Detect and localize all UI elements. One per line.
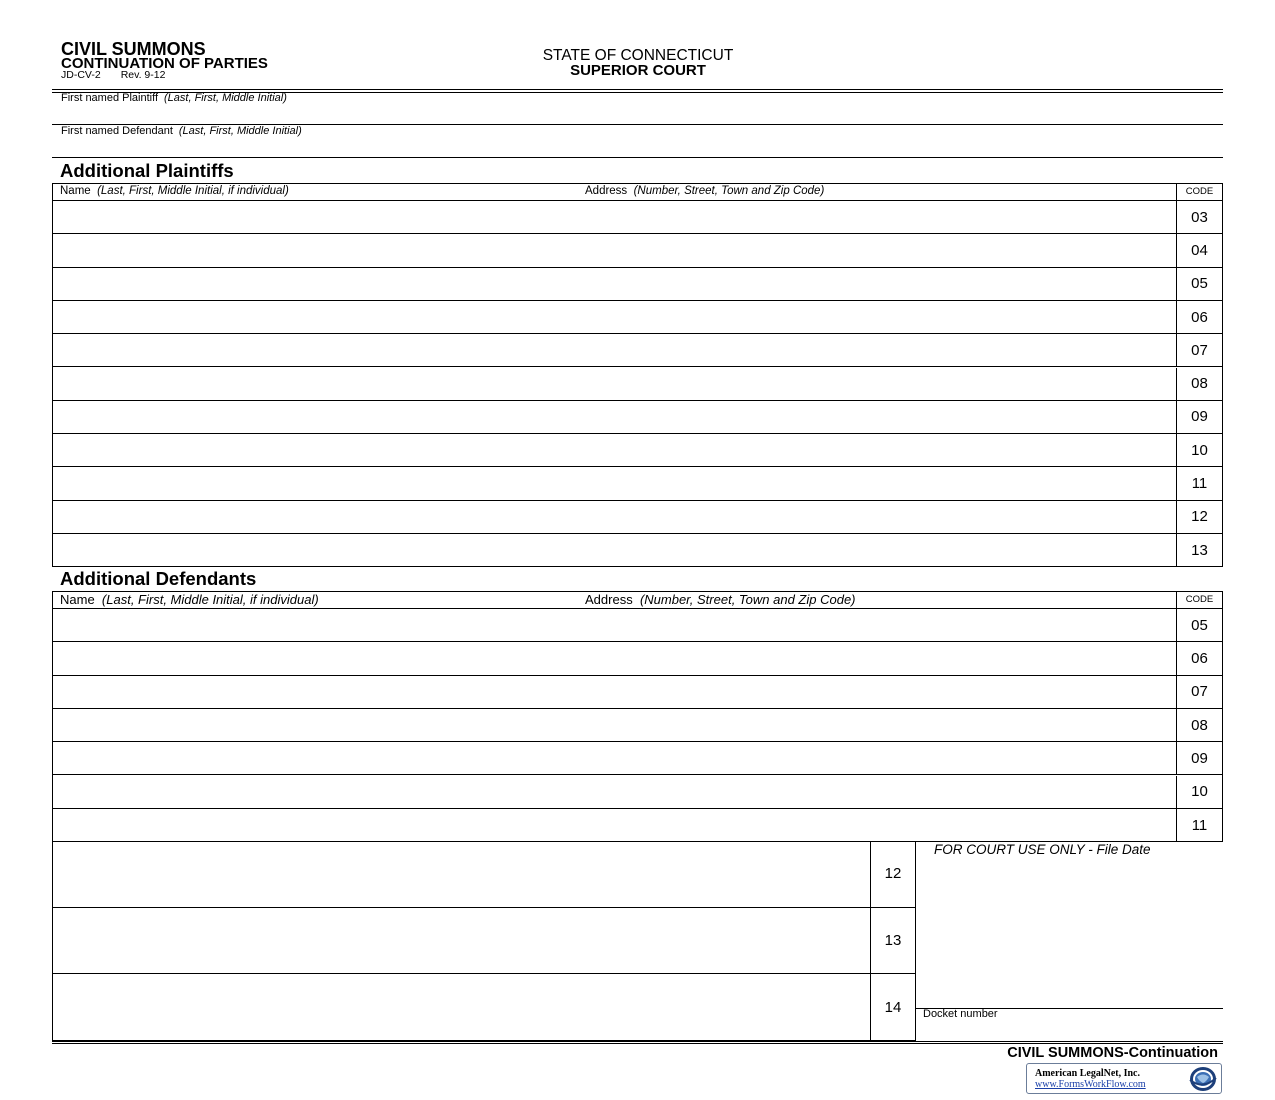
court-use-label: FOR COURT USE ONLY - File Date	[934, 842, 1151, 857]
divider	[52, 157, 1223, 158]
defendant-code: 13	[870, 908, 916, 974]
defendant-code: 14	[870, 974, 916, 1040]
defendant-code: 11	[1176, 809, 1222, 842]
form-number: JD-CV-2	[61, 69, 101, 81]
defendant-row	[53, 776, 1222, 809]
name-header-label: Name	[60, 185, 91, 197]
plaintiff-row	[53, 401, 1222, 434]
footer-title: CIVIL SUMMONS-Continuation	[1007, 1045, 1218, 1061]
first-plaintiff-field[interactable]	[52, 104, 1223, 124]
name-header-label: Name	[60, 592, 95, 607]
plaintiff-row	[53, 268, 1222, 301]
address-header-hint: (Number, Street, Town and Zip Code)	[633, 185, 825, 197]
plaintiffs-name-header	[60, 185, 289, 197]
docket-number-field[interactable]	[916, 1020, 1222, 1040]
plaintiff-name-address-field[interactable]	[53, 301, 1176, 333]
plaintiff-row	[53, 534, 1222, 567]
first-plaintiff-hint: (Last, First, Middle Initial)	[164, 92, 287, 104]
globe-icon	[1184, 1066, 1218, 1092]
defendant-row	[53, 609, 1222, 642]
form-title: CIVIL SUMMONS	[61, 39, 206, 59]
defendant-row	[53, 742, 1222, 775]
plaintiff-code: 03	[1176, 201, 1222, 233]
plaintiffs-code-header: CODE	[1176, 184, 1222, 200]
state-name: STATE OF CONNECTICUT	[542, 47, 734, 64]
address-header-label: Address	[585, 592, 633, 607]
first-defendant-hint: (Last, First, Middle Initial)	[178, 125, 302, 137]
plaintiff-name-address-field[interactable]	[53, 534, 1176, 567]
plaintiff-name-address-field[interactable]	[53, 368, 1176, 400]
plaintiff-code: 10	[1176, 434, 1222, 466]
defendant-name-address-field[interactable]	[53, 676, 1176, 708]
logo-company: American LegalNet, Inc.	[1035, 1068, 1140, 1079]
divider	[52, 89, 1223, 90]
plaintiff-row	[53, 201, 1222, 234]
plaintiff-code: 06	[1176, 301, 1222, 333]
defendants-lower-rows	[52, 841, 1223, 1042]
plaintiffs-table	[52, 183, 1223, 567]
first-defendant-label-text: First named Defendant	[61, 125, 173, 137]
docket-number-label: Docket number	[923, 1008, 998, 1020]
logo-url[interactable]: www.FormsWorkFlow.com	[1035, 1079, 1146, 1090]
plaintiff-code: 13	[1176, 534, 1222, 567]
defendant-row	[53, 974, 916, 1041]
defendants-table	[52, 591, 1223, 842]
address-header-hint: (Number, Street, Town and Zip Code)	[639, 592, 856, 607]
defendant-name-address-field[interactable]	[53, 609, 1176, 641]
plaintiff-code: 05	[1176, 268, 1222, 300]
name-header-hint: (Last, First, Middle Initial, if individual)	[97, 185, 289, 197]
defendant-name-address-field[interactable]	[53, 908, 870, 974]
defendant-name-address-field[interactable]	[53, 974, 870, 1040]
plaintiff-name-address-field[interactable]	[53, 434, 1176, 466]
defendant-name-address-field[interactable]	[53, 776, 1176, 808]
plaintiff-code: 12	[1176, 501, 1222, 533]
defendants-address-header	[585, 592, 856, 607]
form-revision: Rev. 9-12	[120, 69, 166, 81]
defendants-table-header	[53, 592, 1222, 609]
plaintiff-code: 04	[1176, 234, 1222, 266]
plaintiffs-section-title: Additional Plaintiffs	[60, 160, 234, 181]
defendant-name-address-field[interactable]	[53, 709, 1176, 741]
defendant-row	[53, 642, 1222, 675]
defendant-name-address-field[interactable]	[53, 642, 1176, 674]
plaintiff-name-address-field[interactable]	[53, 501, 1176, 533]
plaintiff-code: 11	[1176, 467, 1222, 499]
plaintiff-row	[53, 467, 1222, 500]
plaintiff-row	[53, 368, 1222, 401]
plaintiff-row	[53, 334, 1222, 367]
form-subtitle: CONTINUATION OF PARTIES	[61, 55, 268, 72]
defendant-row	[53, 709, 1222, 742]
plaintiff-row	[53, 301, 1222, 334]
defendant-row	[53, 908, 916, 975]
plaintiff-code: 08	[1176, 368, 1222, 400]
plaintiffs-table-header	[53, 184, 1222, 201]
defendant-name-address-field[interactable]	[53, 809, 1176, 842]
plaintiff-name-address-field[interactable]	[53, 201, 1176, 233]
plaintiff-row	[53, 501, 1222, 534]
court-name: SUPERIOR COURT	[570, 62, 706, 79]
first-plaintiff-label-text: First named Plaintiff	[61, 92, 159, 104]
defendant-code: 08	[1176, 709, 1222, 741]
plaintiffs-address-header	[585, 185, 824, 197]
defendant-code: 06	[1176, 642, 1222, 674]
name-header-hint: (Last, First, Middle Initial, if individual)	[101, 592, 319, 607]
defendant-row	[53, 841, 916, 908]
plaintiff-name-address-field[interactable]	[53, 268, 1176, 300]
publisher-logo[interactable]	[1026, 1063, 1222, 1094]
address-header-label: Address	[585, 185, 628, 197]
first-defendant-field[interactable]	[52, 137, 1223, 157]
plaintiff-name-address-field[interactable]	[53, 334, 1176, 366]
plaintiff-row	[53, 434, 1222, 467]
defendant-row	[53, 809, 1222, 842]
defendant-name-address-field[interactable]	[53, 841, 870, 907]
defendant-row	[53, 676, 1222, 709]
divider	[52, 1043, 1223, 1044]
plaintiff-name-address-field[interactable]	[53, 467, 1176, 499]
plaintiff-name-address-field[interactable]	[53, 234, 1176, 266]
plaintiff-row	[53, 234, 1222, 267]
defendant-code: 09	[1176, 742, 1222, 774]
defendant-code: 12	[870, 841, 916, 907]
first-plaintiff-label	[61, 92, 287, 104]
defendant-name-address-field[interactable]	[53, 742, 1176, 774]
divider	[52, 1041, 1223, 1042]
defendant-code: 07	[1176, 676, 1222, 708]
defendants-name-header	[60, 592, 319, 607]
defendant-code: 05	[1176, 609, 1222, 641]
defendants-section-title: Additional Defendants	[60, 568, 257, 589]
defendants-code-header: CODE	[1176, 592, 1222, 608]
defendant-code: 10	[1176, 776, 1222, 808]
plaintiff-name-address-field[interactable]	[53, 401, 1176, 433]
first-defendant-label	[61, 125, 302, 137]
plaintiff-code: 09	[1176, 401, 1222, 433]
form-number-line	[61, 69, 165, 81]
plaintiff-code: 07	[1176, 334, 1222, 366]
